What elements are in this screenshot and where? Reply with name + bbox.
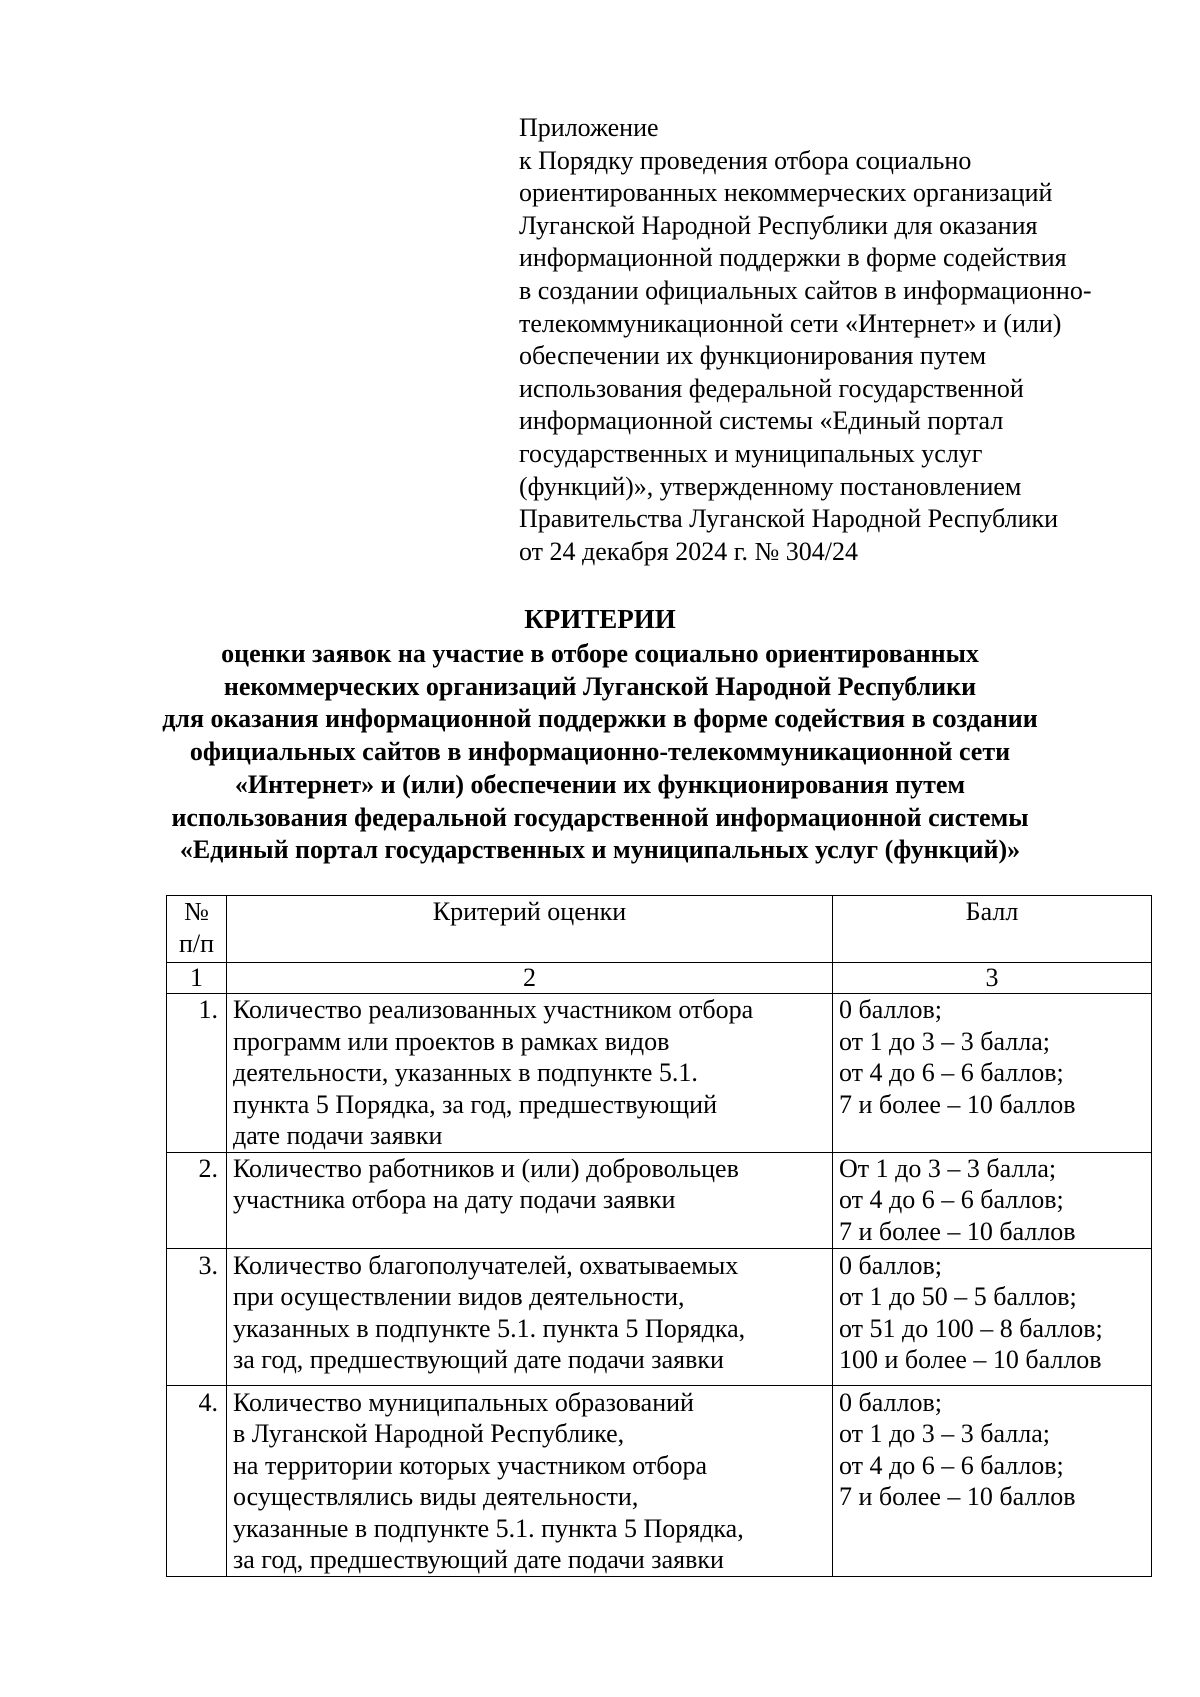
appendix-line: (функций)», утвержденному постановлением <box>519 471 1022 501</box>
row-number: 2. <box>167 1152 227 1248</box>
appendix-line: обеспечении их функционирования путем <box>519 341 987 371</box>
appendix-line: Правительства Луганской Народной Республики <box>519 504 1059 534</box>
row-number: 1. <box>167 994 227 1153</box>
criterion-line: дате подачи заявки <box>233 1121 443 1150</box>
table-row <box>167 994 1152 1153</box>
header-num-line1: № <box>184 897 209 926</box>
criterion-line: пункта 5 Порядка, за год, предшествующий <box>233 1089 717 1119</box>
appendix-line: телекоммуникационной сети «Интернет» и (или) <box>519 308 1062 338</box>
header-score-cell: Балл <box>833 896 1152 963</box>
document-subtitle <box>0 638 1200 867</box>
score-line: 7 и более – 10 баллов <box>839 1482 1076 1511</box>
subtitle-line: некоммерческих организаций Луганской Народной Республики <box>223 671 977 701</box>
appendix-line: ориентированных некоммерческих организаций <box>519 178 1053 208</box>
criterion-line: деятельности, указанных в подпункте 5.1. <box>233 1058 698 1087</box>
row-score <box>833 1152 1152 1248</box>
criterion-line: за год, предшествующий дате подачи заявки <box>233 1545 724 1574</box>
index-cell: 2 <box>227 963 833 994</box>
header-num-cell <box>167 896 227 963</box>
criterion-line: Количество работников и (или) добровольцев <box>233 1153 739 1183</box>
score-line: от 1 до 3 – 3 балла; <box>839 1419 1050 1448</box>
subtitle-line: оценки заявок на участие в отборе социально ориентированных <box>221 639 979 668</box>
table-row <box>167 1152 1152 1248</box>
criteria-table <box>166 895 1152 1577</box>
criterion-line: указанные в подпункте 5.1. пункта 5 Порядка, <box>233 1513 744 1543</box>
score-line: от 4 до 6 – 6 баллов; <box>839 1058 1064 1087</box>
appendix-line: Приложение <box>519 113 659 142</box>
score-line: от 1 до 50 – 5 баллов; <box>839 1282 1077 1311</box>
appendix-line: от 24 декабря 2024 г. № 304/24 <box>519 536 859 566</box>
score-line: от 4 до 6 – 6 баллов; <box>839 1185 1064 1214</box>
criterion-line: осуществлялись виды деятельности, <box>233 1482 639 1511</box>
criterion-line: при осуществлении видов деятельности, <box>233 1282 685 1311</box>
appendix-line: Луганской Народной Республики для оказания <box>519 210 1038 240</box>
score-line: От 1 до 3 – 3 балла; <box>839 1153 1057 1183</box>
criterion-line: на территории которых участником отбора <box>233 1450 707 1480</box>
appendix-line: использования федеральной государственной <box>519 373 1024 403</box>
appendix-block <box>519 112 1159 568</box>
subtitle-line: «Интернет» и (или) обеспечении их функционирования путем <box>234 769 966 799</box>
score-line: 7 и более – 10 баллов <box>839 1089 1076 1119</box>
row-criterion <box>227 1152 833 1248</box>
subtitle-line: «Единый портал государственных и муниципальных услуг (функций)» <box>179 835 1021 865</box>
appendix-line: информационной системы «Единый портал <box>519 406 1004 436</box>
row-criterion <box>227 1248 833 1385</box>
document-title: КРИТЕРИИ <box>524 604 676 634</box>
criterion-line: программ или проектов в рамках видов <box>233 1026 670 1056</box>
row-number: 3. <box>167 1248 227 1385</box>
criterion-line: Количество благополучателей, охватываемых <box>233 1250 739 1280</box>
table-header-row <box>167 896 1152 963</box>
criterion-line: Количество муниципальных образований <box>233 1387 694 1417</box>
subtitle-line: для оказания информационной поддержки в форме содействия в создании <box>162 704 1038 734</box>
appendix-line: в создании официальных сайтов в информационно- <box>519 275 1092 305</box>
criterion-line: указанных в подпункте 5.1. пункта 5 Порядка, <box>233 1313 746 1343</box>
score-line: от 1 до 3 – 3 балла; <box>839 1026 1050 1056</box>
table-row <box>167 1385 1152 1576</box>
score-line: 7 и более – 10 баллов <box>839 1216 1076 1246</box>
row-number: 4. <box>167 1385 227 1576</box>
criterion-line: участника отбора на дату подачи заявки <box>233 1185 676 1214</box>
criterion-line: Количество реализованных участником отбора <box>233 995 754 1024</box>
index-cell: 1 <box>167 963 227 994</box>
score-line: от 51 до 100 – 8 баллов; <box>839 1313 1103 1343</box>
score-line: от 4 до 6 – 6 баллов; <box>839 1450 1064 1480</box>
row-score <box>833 994 1152 1153</box>
row-criterion <box>227 1385 833 1576</box>
appendix-line: информационной поддержки в форме содействия <box>519 243 1067 273</box>
appendix-line: к Порядку проведения отбора социально <box>519 145 972 175</box>
header-criterion-cell: Критерий оценки <box>227 896 833 963</box>
row-score <box>833 1248 1152 1385</box>
score-line: 0 баллов; <box>839 1250 942 1280</box>
criterion-line: за год, предшествующий дате подачи заявки <box>233 1345 724 1374</box>
header-num-line2: п/п <box>178 928 215 958</box>
score-line: 100 и более – 10 баллов <box>839 1345 1102 1374</box>
row-score <box>833 1385 1152 1576</box>
subtitle-line: официальных сайтов в информационно-телекоммуникационной сети <box>189 737 1011 767</box>
score-line: 0 баллов; <box>839 1387 942 1417</box>
score-line: 0 баллов; <box>839 995 942 1024</box>
criterion-line: в Луганской Народной Республике, <box>233 1419 625 1448</box>
table-index-row <box>167 963 1152 994</box>
table-row <box>167 1248 1152 1385</box>
index-cell: 3 <box>833 963 1152 994</box>
row-criterion <box>227 994 833 1153</box>
appendix-line: государственных и муниципальных услуг <box>519 438 983 468</box>
subtitle-line: использования федеральной государственной информационной системы <box>171 802 1029 832</box>
